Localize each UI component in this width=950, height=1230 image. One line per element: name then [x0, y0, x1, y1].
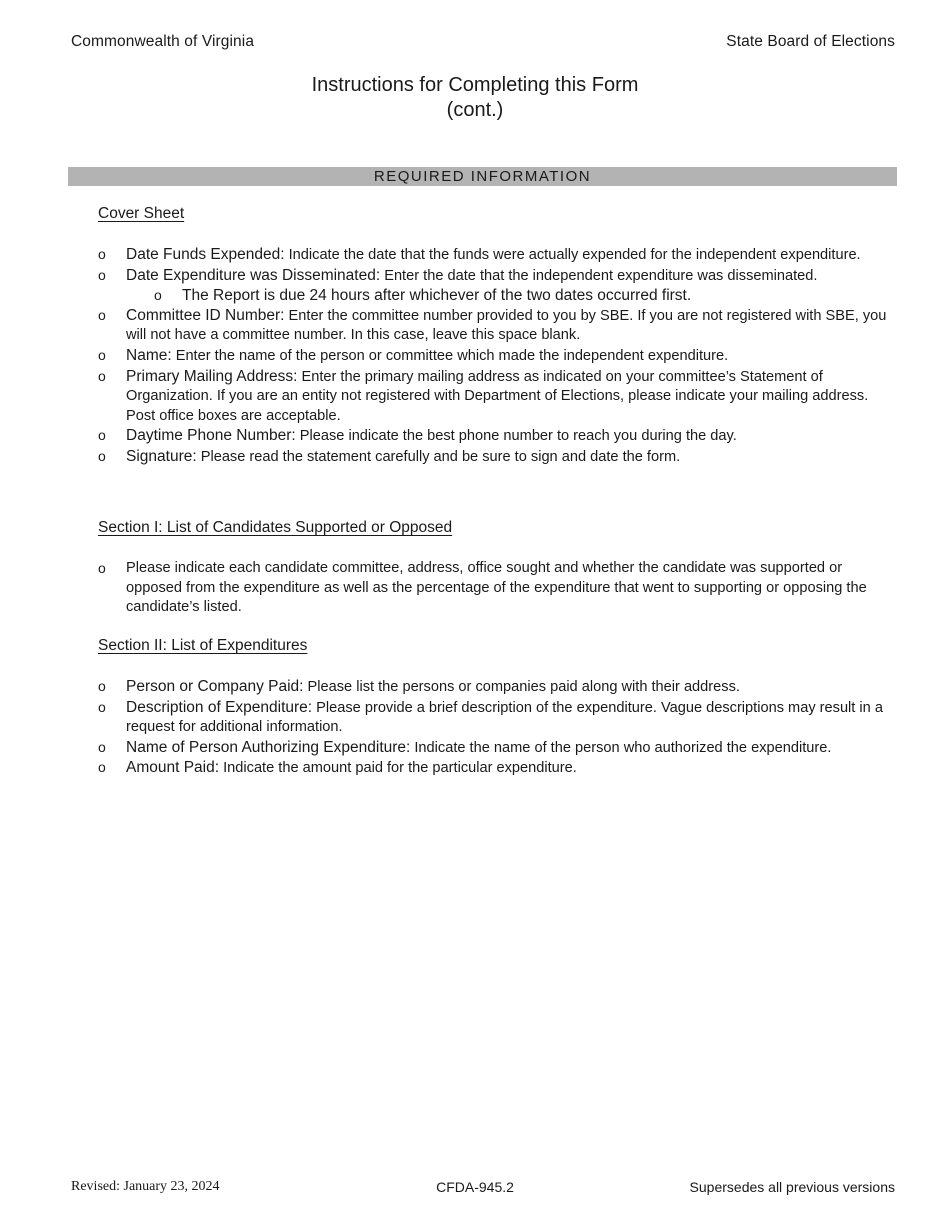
header-board: State Board of Elections — [726, 33, 895, 50]
section-1-list — [98, 559, 888, 618]
item-text: Please provide a brief description of the expenditure. Vague descriptions may result in a request for additional information. — [126, 699, 883, 736]
bullet-icon: o — [98, 367, 106, 384]
bullet-icon: o — [98, 427, 106, 444]
item-term: Amount Paid: — [126, 759, 220, 777]
header-agency: Commonwealth of Virginia — [71, 33, 255, 50]
list-subitem — [98, 286, 888, 306]
item-text: Please list the persons or companies paid along with their address. — [303, 679, 740, 695]
list-item — [98, 245, 888, 266]
item-term: Name: — [126, 346, 172, 364]
bullet-icon: o — [98, 759, 106, 776]
item-term: Description of Expenditure: — [126, 698, 313, 716]
bullet-icon: o — [98, 678, 106, 694]
section-2-heading: Section II: List of Expenditures — [98, 637, 308, 654]
list-item — [98, 426, 888, 447]
item-text: Enter the committee number provided to you by SBE. If you are not registered with SBE, you will not have a committee number. In this case, leave this space blank. — [126, 307, 887, 344]
list-item — [98, 447, 888, 468]
item-term: Signature: — [126, 447, 197, 465]
list-item — [98, 758, 888, 779]
bullet-icon: o — [98, 447, 106, 464]
item-text: Enter the date that the independent expenditure was disseminated. — [380, 267, 818, 284]
item-text: Indicate the date that the funds were actually expended for the independent expenditure. — [284, 247, 861, 263]
item-text: Indicate the amount paid for the particular expenditure. — [219, 760, 577, 777]
item-term: Committee ID Number: — [126, 306, 285, 324]
required-information-banner: REQUIRED INFORMATION — [68, 167, 897, 186]
footer-supersedes: Supersedes all previous versions — [689, 1179, 895, 1195]
item-text: Enter the name of the person or committee which made the independent expenditure. — [171, 347, 729, 364]
item-text: Indicate the name of the person who authorized the expenditure. — [410, 739, 832, 756]
item-term: Person or Company Paid: — [126, 678, 304, 695]
bullet-icon: o — [98, 346, 106, 363]
title-line-2: (cont.) — [446, 99, 504, 121]
bullet-icon: o — [98, 698, 106, 715]
item-term: Primary Mailing Address: — [126, 367, 298, 385]
bullet-icon: o — [154, 287, 162, 304]
item-term: Daytime Phone Number: — [126, 427, 296, 445]
list-item — [98, 346, 888, 367]
item-text: Please read the statement carefully and be sure to sign and date the form. — [196, 448, 681, 465]
footer-revised-date: Revised: January 23, 2024 — [71, 1179, 220, 1194]
footer-form-number: CFDA-945.2 — [436, 1179, 514, 1195]
list-item — [98, 367, 888, 427]
bullet-icon: o — [98, 738, 106, 755]
item-text: Please indicate the best phone number to reach you during the day. — [295, 428, 737, 445]
bullet-icon: o — [98, 246, 106, 262]
item-text: The Report is due 24 hours after whichever of the two dates occurred first. — [182, 287, 692, 305]
item-text: Please indicate each candidate committee, address, office sought and whether the candidate was supported or opposed from the expenditure as well as the percentage of the expenditure that went to supporting or opposing the candidate’s listed. — [126, 560, 867, 616]
item-text: Enter the primary mailing address as indicated on your committee’s Statement of Organization. If you are an entity not registered with Department of Elections, please indicate your mailing address. Post office boxes are acceptable. — [126, 368, 869, 424]
cover-sheet-heading: Cover Sheet — [98, 205, 185, 222]
bullet-icon: o — [98, 306, 106, 323]
list-item — [98, 559, 888, 618]
list-item — [98, 266, 888, 287]
title-line-1: Instructions for Completing this Form — [311, 74, 639, 96]
list-item — [98, 738, 888, 759]
bullet-icon: o — [98, 266, 106, 283]
page-title — [0, 73, 950, 123]
list-item — [98, 306, 888, 346]
section-2-list — [98, 677, 888, 779]
bullet-icon: o — [98, 560, 106, 576]
item-term: Name of Person Authorizing Expenditure: — [126, 738, 411, 756]
list-item — [98, 677, 888, 698]
list-item — [98, 698, 888, 738]
cover-sheet-list — [98, 245, 888, 468]
section-1-heading: Section I: List of Candidates Supported or Opposed — [98, 519, 453, 536]
item-term: Date Funds Expended: — [126, 246, 285, 263]
item-term: Date Expenditure was Disseminated: — [126, 266, 381, 284]
